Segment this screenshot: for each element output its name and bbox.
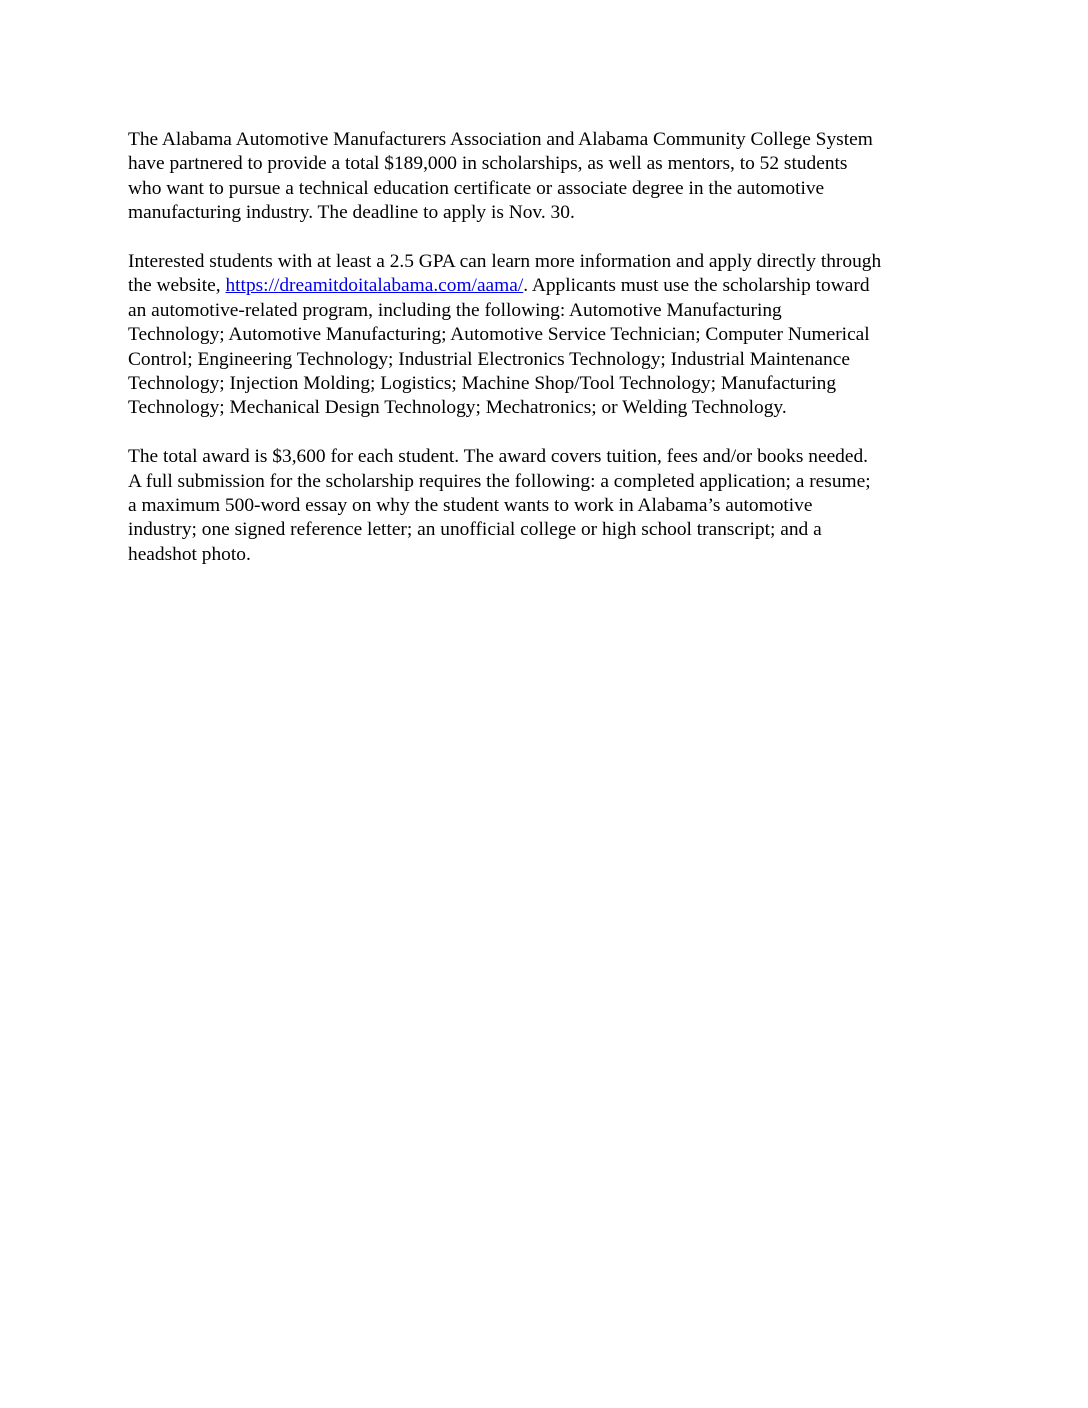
text-line: The total award is $3,600 for each student. The award covers tuition, fees and/or books needed. (128, 446, 869, 468)
website-link[interactable]: https://dreamitdoitalabama.com/aama/ (225, 275, 524, 297)
text-segment: . Applicants must use the scholarship toward (523, 275, 870, 297)
text-line: a maximum 500-word essay on why the student wants to work in Alabama’s automotive (128, 495, 813, 517)
text-line: an automotive-related program, including the following: Automotive Manufacturing (128, 299, 782, 321)
text-line: The Alabama Automotive Manufacturers Association and Alabama Community College System (128, 129, 873, 150)
text-line: Technology; Mechanical Design Technology; Mechatronics; or Welding Technology. (128, 397, 787, 419)
text-segment: the website, (128, 275, 226, 297)
text-line: who want to pursue a technical education certificate or associate degree in the automotive (128, 177, 825, 199)
text-line: Control; Engineering Technology; Industrial Electronics Technology; Industrial Maintenance (128, 348, 850, 370)
paragraph-award (128, 445, 963, 567)
text-line: have partnered to provide a total $189,000 in scholarships, as well as mentors, to 52 students (128, 153, 848, 175)
text-line: industry; one signed reference letter; an unofficial college or high school transcript; and a (128, 519, 822, 541)
document-body (128, 128, 963, 592)
paragraph-eligibility (128, 250, 963, 421)
text-line: Interested students with at least a 2.5 GPA can learn more information and apply directly through (128, 251, 882, 273)
text-line: Technology; Injection Molding; Logistics; Machine Shop/Tool Technology; Manufacturing (128, 373, 837, 395)
text-line: A full submission for the scholarship requires the following: a completed application; a resume; (128, 470, 871, 492)
text-line: headshot photo. (128, 543, 251, 565)
text-line: Technology; Automotive Manufacturing; Automotive Service Technician; Computer Numerical (128, 324, 870, 346)
paragraph-intro (128, 128, 963, 226)
text-line: manufacturing industry. The deadline to apply is Nov. 30. (128, 202, 575, 224)
text-line-with-link (128, 274, 963, 298)
